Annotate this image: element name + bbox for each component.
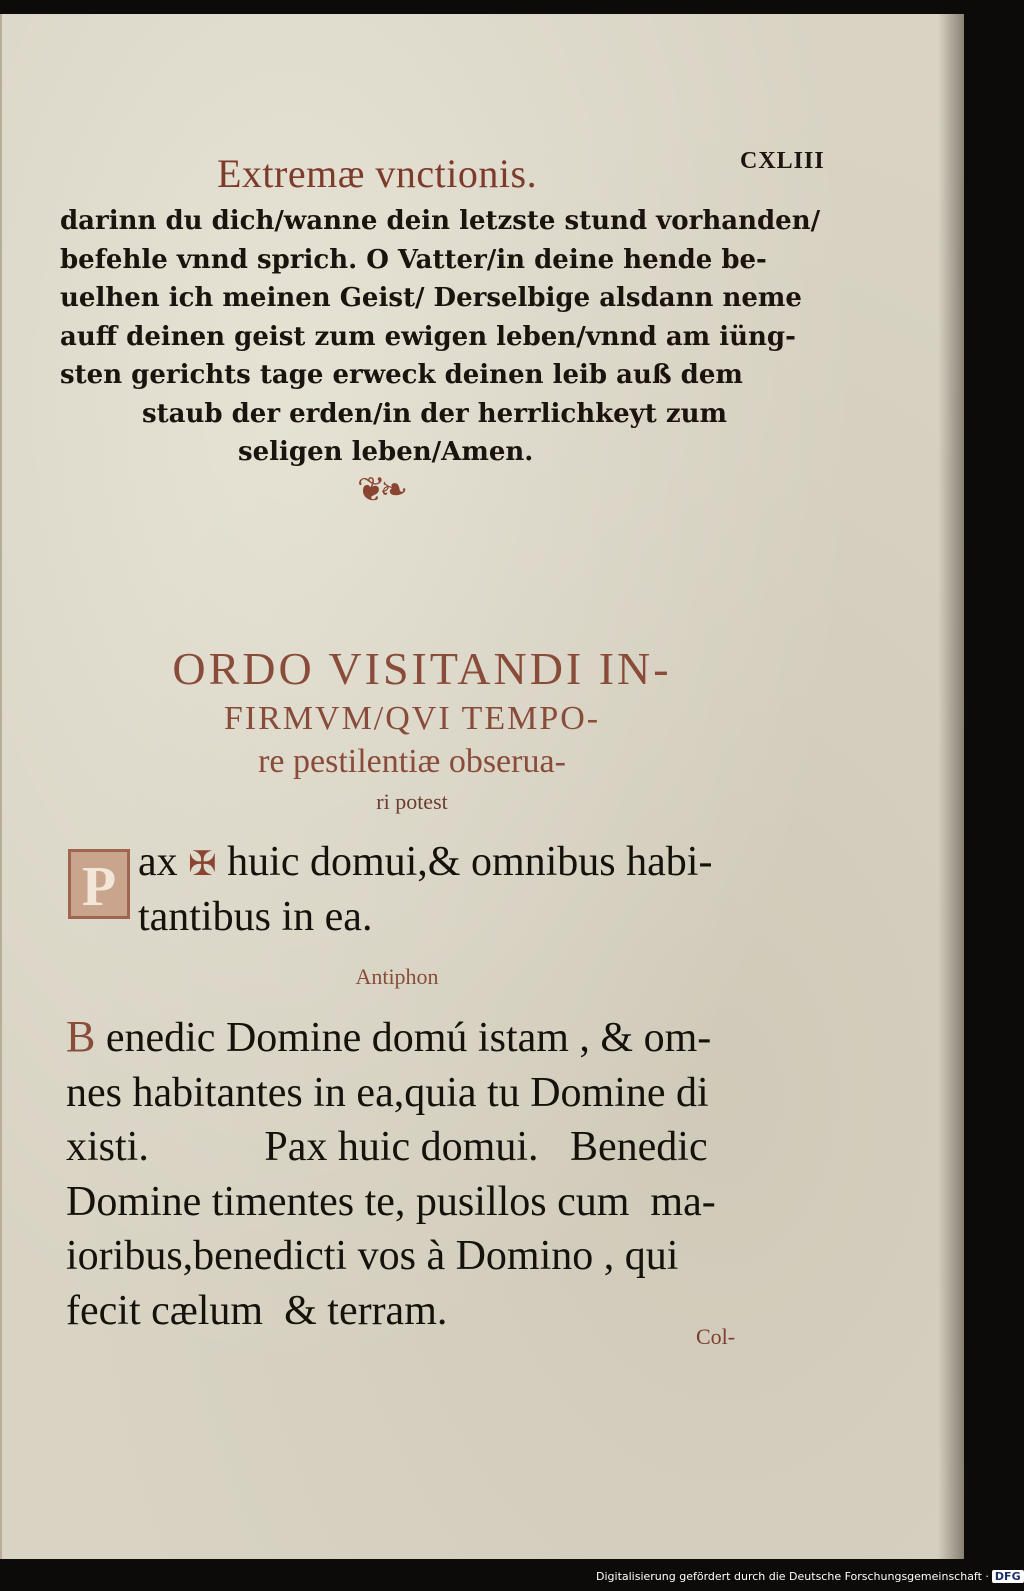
antiphon-line: Domine timentes te, pusillos cum ma- [66, 1178, 716, 1225]
dfg-logo: DFG [992, 1570, 1024, 1583]
german-line: sten gerichts tage erweck deinen leib auß dem [60, 360, 743, 390]
decorated-initial-p: P [68, 849, 130, 919]
german-line: seligen leben/Amen. [238, 437, 534, 467]
german-line: darinn du dich/wanne dein letzste stund vorhanden/ [60, 206, 821, 236]
antiphon-line: fecit cælum & terram. [66, 1287, 448, 1334]
antiphon-line: nes habitantes in ea,quia tu Domine di [66, 1069, 709, 1116]
red-initial-b: B [66, 1012, 96, 1061]
footer-text: Digitalisierung gefördert durch die Deutsche Forschungsgemeinschaft · [596, 1570, 989, 1583]
antiphon-label: Antiphon [355, 964, 439, 989]
german-line: auff deinen geist zum ewigen leben/vnnd am iüng- [60, 321, 796, 352]
german-prayer-block [60, 202, 821, 472]
fleuron-ornament: ❦❧ [357, 472, 402, 509]
catchword: Col- [696, 1324, 736, 1349]
pax-text: ax [138, 839, 178, 885]
title-line: FIRMVM/QVI TEMPO- [223, 700, 601, 737]
folio-number: CXLIII [740, 148, 825, 174]
pax-text: tantibus in ea. [138, 894, 373, 940]
book-page [0, 14, 964, 1559]
antiphon-text [66, 1010, 756, 1338]
title-line: ORDO VISITANDI IN- [172, 643, 672, 694]
title-line: re pestilentiæ obserua- [258, 743, 566, 780]
running-head: Extremæ vnctionis. [217, 151, 538, 196]
pax-verse [138, 836, 758, 943]
section-title [62, 644, 762, 820]
page-gutter-shadow [938, 14, 964, 1559]
title-line: ri potest [376, 789, 448, 814]
digitization-footer [596, 1570, 1024, 1583]
antiphon-line: ioribus,benedicti vos à Domino , qui [66, 1233, 679, 1279]
german-line: staub der erden/in der herrlichkeyt zum [142, 398, 727, 429]
antiphon-line: xisti. Pax huic domui. Benedic [66, 1124, 708, 1170]
antiphon-line: B enedic Domine domú istam , & om- [66, 1012, 712, 1061]
german-line: befehle vnnd sprich. O Vatter/in deine hende be- [60, 244, 767, 275]
cross-icon: ✠ [188, 846, 217, 883]
german-line: uelhen ich meinen Geist/ Derselbige alsdann neme [60, 283, 802, 313]
pax-text: huic domui,& omnibus habi- [227, 839, 713, 885]
